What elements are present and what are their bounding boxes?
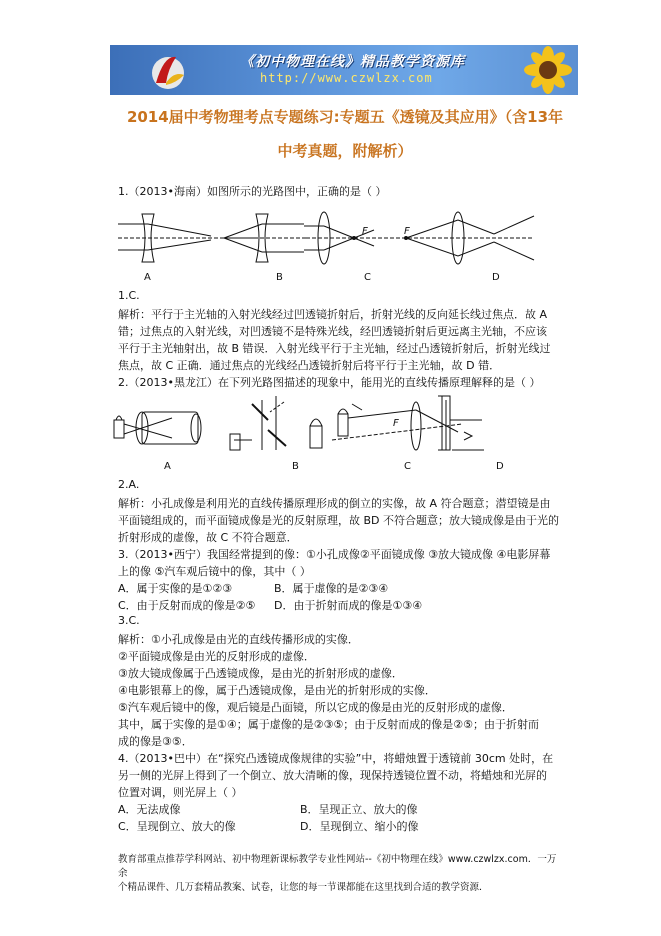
q2-diagram-b bbox=[230, 396, 322, 450]
q1-diagram-c bbox=[304, 212, 388, 264]
sunflower-icon bbox=[508, 45, 578, 95]
q3-analysis-line: ③放大镜成像属于凸透镜成像，是由光的折射形成的虚像． bbox=[118, 667, 403, 680]
q2-analysis-line: 解析：小孔成像是利用光的直线传播原理形成的倒立的实像，故 A 符合题意；潜望镜是由 bbox=[118, 497, 551, 510]
q4-option-a: A．无法成像 bbox=[118, 803, 181, 816]
q1-focus-label-c: F bbox=[362, 226, 368, 237]
q3-option-b: B．属于虚像的是②③④ bbox=[274, 582, 389, 595]
q2-option-c: C bbox=[404, 461, 411, 472]
q3-analysis-line: 解析：①小孔成像是由光的直线传播形成的实像． bbox=[118, 633, 359, 646]
q3-option-d: D．由于折射而成的像是①③④ bbox=[274, 599, 423, 612]
site-banner bbox=[110, 45, 578, 95]
q1-diagram-a bbox=[118, 214, 256, 262]
q1-option-d: D bbox=[492, 272, 500, 283]
q1-stem: 1.（2013•海南）如图所示的光路图中，正确的是（ ） bbox=[118, 185, 387, 198]
q2-answer: 2.A. bbox=[118, 478, 140, 491]
q1-option-a: A bbox=[144, 272, 151, 283]
q1-option-c: C bbox=[364, 272, 371, 283]
q1-diagram-b bbox=[224, 214, 306, 262]
q3-analysis-line: ④电影银幕上的像，属于凸透镜成像，是由光的折射形成的实像． bbox=[118, 684, 436, 697]
q3-stem-line: 上的像 ⑤汽车观后镜中的像，其中（ ） bbox=[118, 565, 311, 578]
q3-stem-line: 3.（2013•西宁）我国经常提到的像：①小孔成像②平面镜成像 ③放大镜成像 ④电影屏幕 bbox=[118, 548, 551, 561]
title-line-1: 2014届中考物理考点专题练习:专题五《透镜及其应用》（含13年 bbox=[126, 108, 564, 126]
q3-option-c: C．由于反射而成的像是②⑤ bbox=[118, 599, 256, 612]
q4-stem-line: 另一侧的光屏上得到了一个倒立、放大清晰的像，现保持透镜位置不动，将蜡烛和光屏的 bbox=[118, 769, 547, 782]
q2-figure bbox=[112, 390, 536, 458]
q2-diagram-a bbox=[114, 412, 201, 444]
q4-option-c: C．呈现倒立、放大的像 bbox=[118, 820, 236, 833]
q2-option-d: D bbox=[496, 461, 504, 472]
q4-option-b: B．呈现正立、放大的像 bbox=[300, 803, 418, 816]
q1-diagram-d bbox=[378, 212, 534, 264]
banner-url: http://www.czwlzx.com bbox=[260, 71, 433, 85]
q4-stem-line: 4.（2013•巴中）在“探究凸透镜成像规律的实验”中，将蜡烛置于透镜前 30cm 处时，在 bbox=[118, 752, 554, 765]
q1-figure bbox=[116, 202, 536, 270]
q3-analysis-line: ②平面镜成像是由光的反射形成的虚像． bbox=[118, 650, 315, 663]
document-title bbox=[110, 100, 580, 168]
q4-stem-line: 位置对调，则光屏上（ ） bbox=[118, 786, 243, 799]
q3-analysis-line: 成的像是③⑤． bbox=[118, 735, 193, 748]
q3-analysis-line: ⑤汽车观后镜中的像，观后镜是凸面镜，所以它成的像是由光的反射形成的虚像． bbox=[118, 701, 513, 714]
q1-analysis-line: 焦点，故 C 正确．通过焦点的光线经凸透镜折射后将平行于主光轴，故 D 错． bbox=[118, 359, 501, 372]
q3-analysis-line: 其中，属于实像的是①④；属于虚像的是②③⑤；由于反射而成的像是②⑤；由于折射而 bbox=[118, 718, 540, 731]
page-footer bbox=[118, 853, 558, 895]
q1-analysis-line: 平行于主光轴射出，故 B 错误．入射光线平行于主光轴，经过凸透镜折射后，折射光线过 bbox=[118, 342, 551, 355]
q2-analysis-line: 平面镜组成的，而平面镜成像是光的反射原理，故 BD 不符合题意；放大镜成像是由于光的 bbox=[118, 514, 560, 527]
footer-line-2: 个精品课件、几万套精品教案、试卷，让您的每一节课都能在这里找到合适的教学资源． bbox=[118, 882, 489, 893]
q1-focus-label-d: F bbox=[404, 226, 410, 237]
site-logo-icon bbox=[146, 49, 190, 91]
q2-focus-label: F bbox=[393, 418, 399, 429]
q3-answer: 3.C. bbox=[118, 614, 140, 627]
q2-diagram-d bbox=[438, 396, 484, 450]
q2-option-a: A bbox=[164, 461, 171, 472]
q1-answer: 1.C. bbox=[118, 289, 140, 302]
q2-stem: 2.（2013•黑龙江）在下列光路图描述的现象中，能用光的直线传播原理解释的是（ ） bbox=[118, 376, 541, 389]
q1-option-b: B bbox=[276, 272, 283, 283]
q1-analysis-line: 错；过焦点的入射光线，对凹透镜不是特殊光线，经凹透镜折射后更远离主光轴，不应该 bbox=[118, 325, 547, 338]
banner-title: 《初中物理在线》精品教学资源库 bbox=[240, 54, 465, 70]
q2-option-b: B bbox=[292, 461, 299, 472]
q1-analysis-line: 解析：平行于主光轴的入射光线经过凹透镜折射后，折射光线的反向延长线过焦点．故 A bbox=[118, 308, 548, 321]
footer-line-1: 教育部重点推荐学科网站、初中物理新课标教学专业性网站--《初中物理在线》www.czwlzx.com．一万余 bbox=[118, 854, 557, 879]
q4-option-d: D．呈现倒立、缩小的像 bbox=[300, 820, 419, 833]
title-line-2: 中考真题，附解析） bbox=[277, 142, 413, 160]
q3-option-a: A．属于实像的是①②③ bbox=[118, 582, 233, 595]
q2-analysis-line: 折射形成的虚像，故 C 不符合题意． bbox=[118, 531, 298, 544]
